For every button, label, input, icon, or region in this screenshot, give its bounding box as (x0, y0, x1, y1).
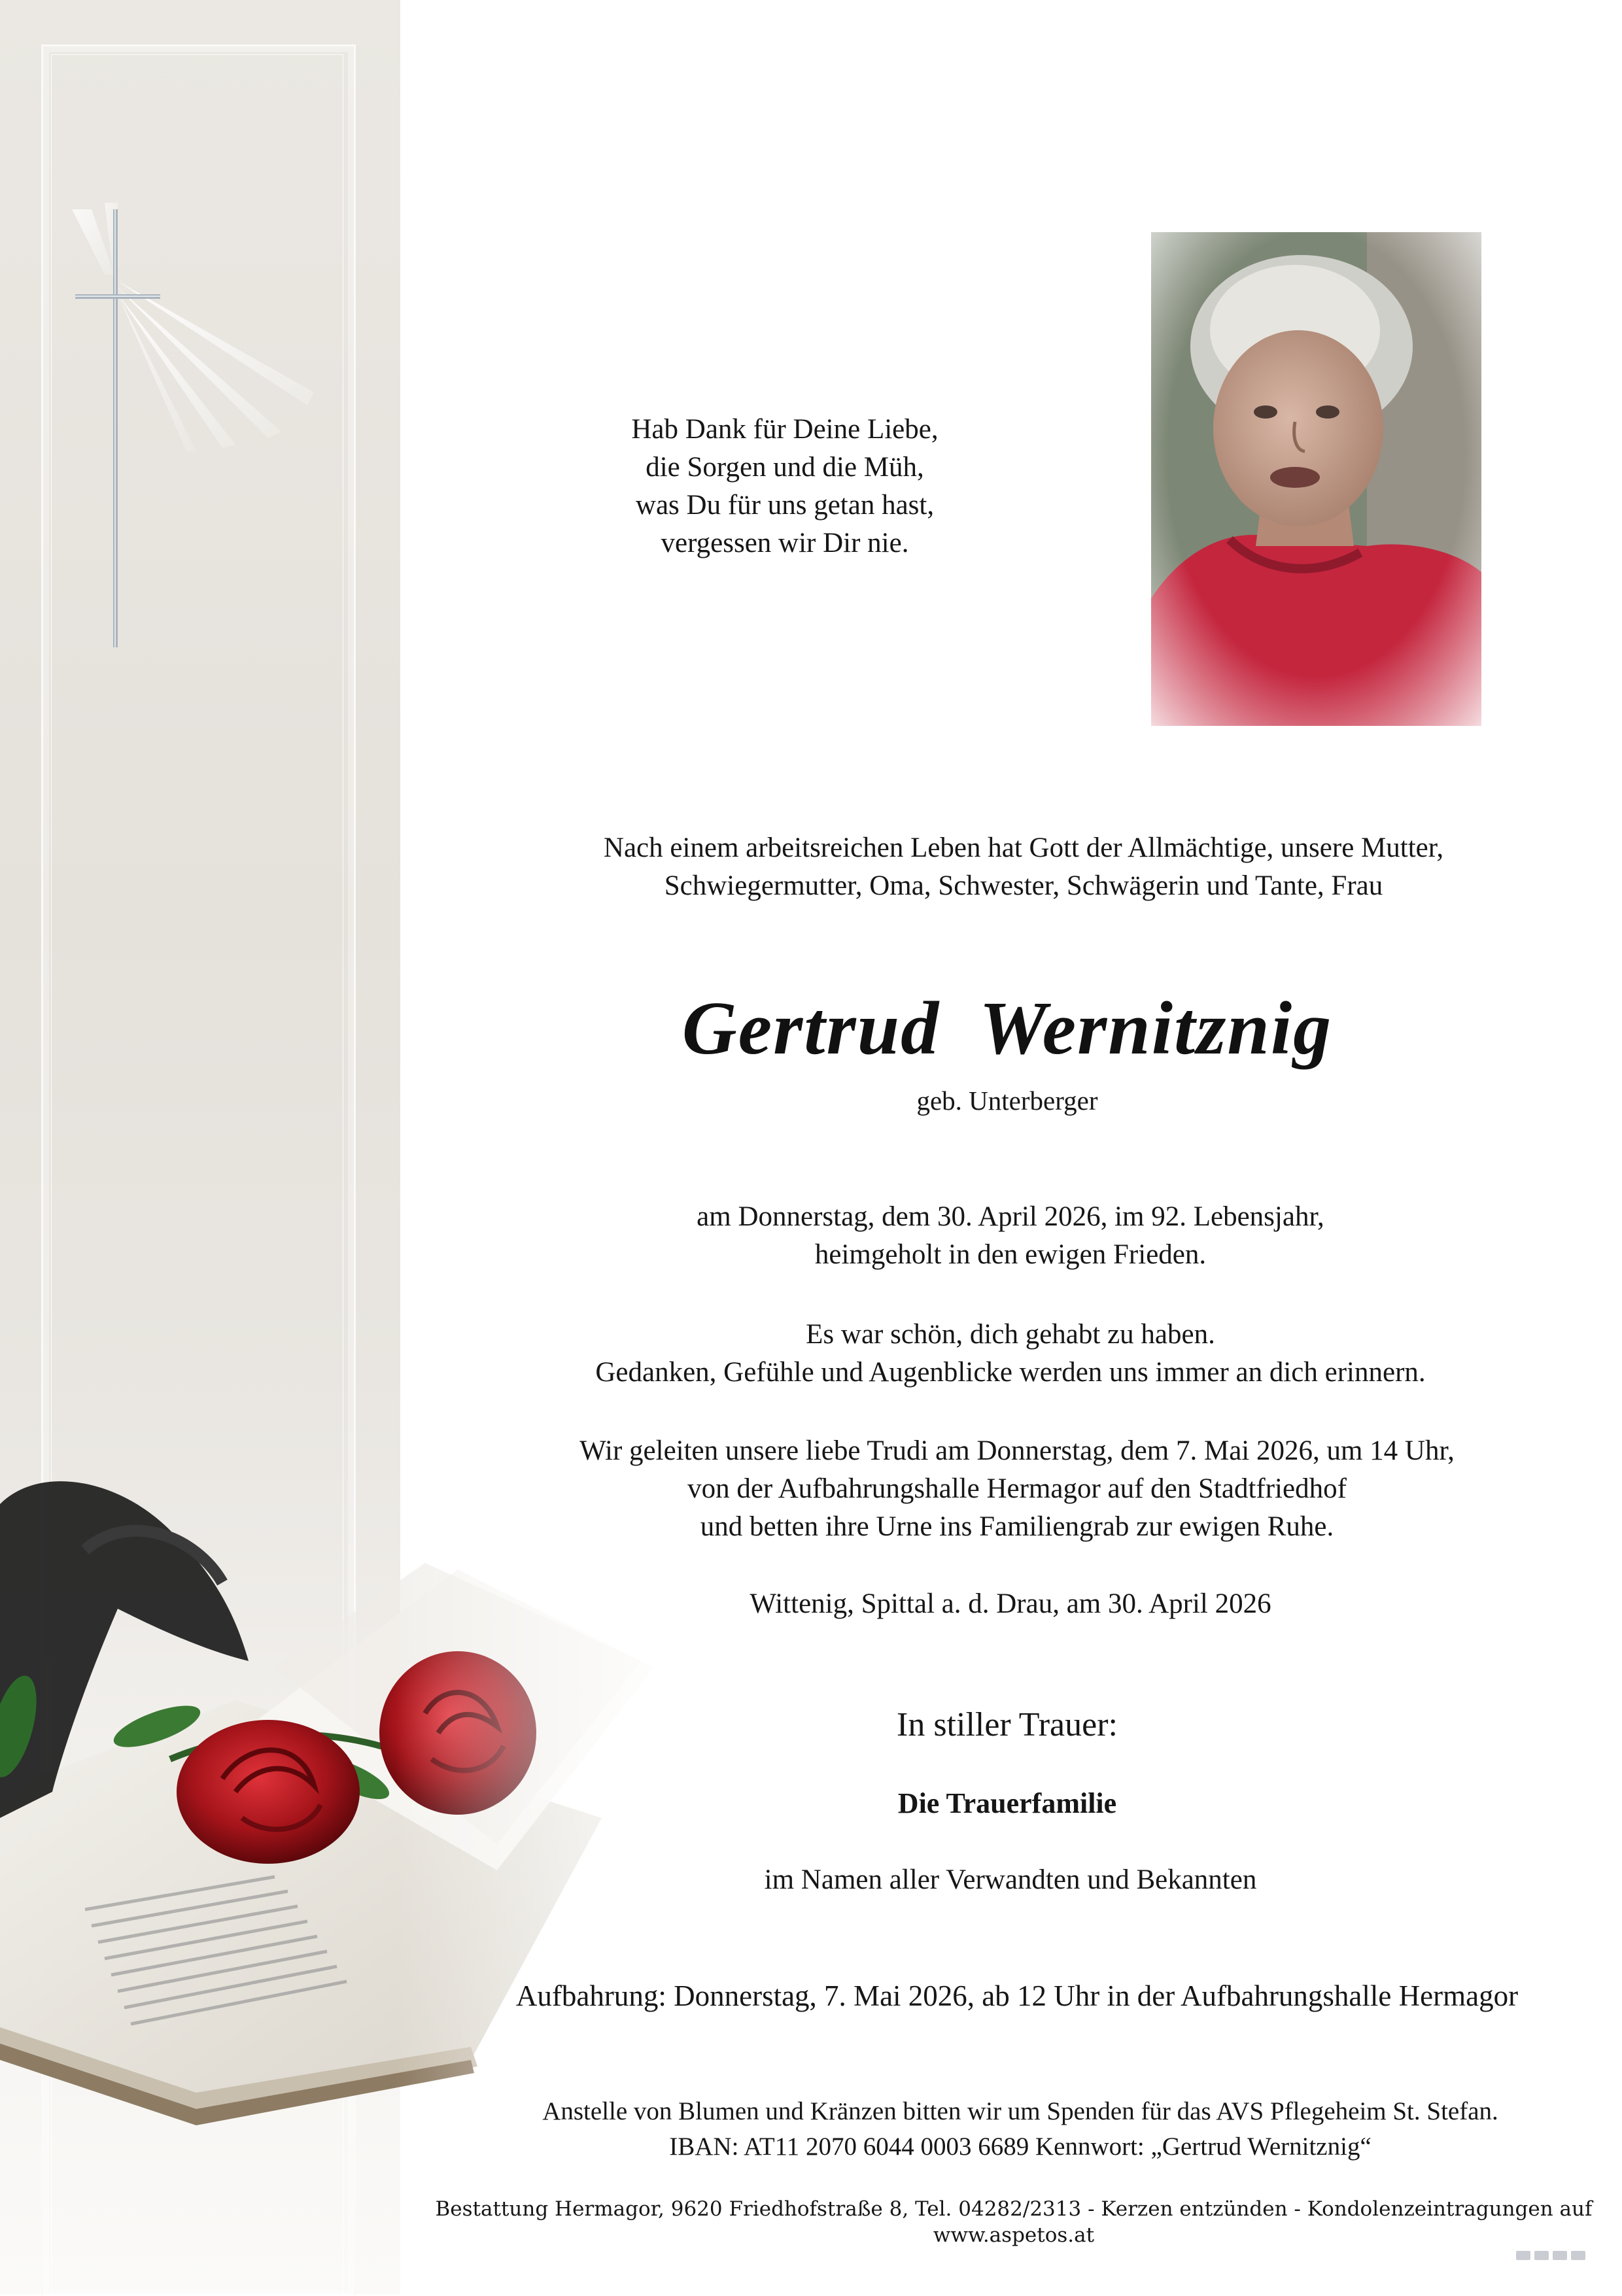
mourning-family: Die Trauerfamilie (897, 1787, 1117, 1819)
cross-icon (65, 203, 327, 660)
intro-line: Nach einem arbeitsreichen Leben hat Gott der Allmächtige, unsere Mutter, (603, 832, 1444, 863)
funeral-line: von der Aufbahrungshalle Hermagor auf den Stadtfriedhof (687, 1473, 1347, 1504)
death-notice-line: heimgeholt in den ewigen Frieden. (814, 1239, 1207, 1270)
deceased-name: Gertrud Wernitznig (682, 987, 1333, 1071)
verse (497, 411, 1073, 562)
book-and-roses-image (0, 1452, 719, 2171)
funeral-line: und betten ihre Urne ins Familiengrab zur ewigen Ruhe. (700, 1511, 1334, 1542)
viewing-info: Aufbahrung: Donnerstag, 7. Mai 2026, ab 12 Uhr in der Aufbahrungshalle Hermagor (515, 1979, 1519, 2012)
death-notice-line: am Donnerstag, dem 30. April 2026, im 92. Lebensjahr, (697, 1201, 1324, 1232)
memory-line: Es war schön, dich gehabt zu haben. (806, 1319, 1215, 1350)
logo-icon (1516, 2248, 1595, 2263)
death-notice (536, 1198, 1485, 1274)
funeral-line: Wir geleiten unsere liebe Trudi am Donnerstag, dem 7. Mai 2026, um 14 Uhr, (579, 1435, 1455, 1466)
maiden-name: geb. Unterberger (916, 1086, 1098, 1116)
verse-line: was Du für uns getan hast, (635, 490, 935, 521)
verse-line: Hab Dank für Deine Liebe, (631, 414, 939, 445)
intro-text (445, 829, 1602, 905)
memory-line: Gedanken, Gefühle und Augenblicke werden uns immer an dich erinnern. (595, 1357, 1426, 1388)
verse-line: vergessen wir Dir nie. (661, 528, 909, 558)
mourning-heading: In stiller Trauer: (897, 1706, 1118, 1743)
donation-line: Anstelle von Blumen und Kränzen bitten wir um Spenden für das AVS Pflegeheim St. Stefan. (542, 2097, 1498, 2125)
funeral-text (445, 1432, 1589, 1546)
intro-line: Schwiegermutter, Oma, Schwester, Schwägerin und Tante, Frau (664, 870, 1383, 901)
mourning-relatives: im Namen aller Verwandten und Bekannten (764, 1864, 1257, 1895)
donation-line: IBAN: AT11 2070 6044 0003 6689 Kennwort: „Gertrud Wernitznig“ (669, 2133, 1372, 2161)
donation-info (458, 2094, 1583, 2165)
deceased-portrait (1151, 232, 1481, 726)
memory-text (471, 1316, 1550, 1392)
funeral-home-footer: Bestattung Hermagor, 9620 Friedhofstraße 8, Tel. 04282/2313 - Kerzen entzünden - Kondolenzeintragungen auf www.aspetos.at (435, 2197, 1593, 2247)
place-and-date: Wittenig, Spittal a. d. Drau, am 30. April 2026 (750, 1588, 1271, 1619)
verse-line: die Sorgen und die Müh, (646, 452, 924, 483)
